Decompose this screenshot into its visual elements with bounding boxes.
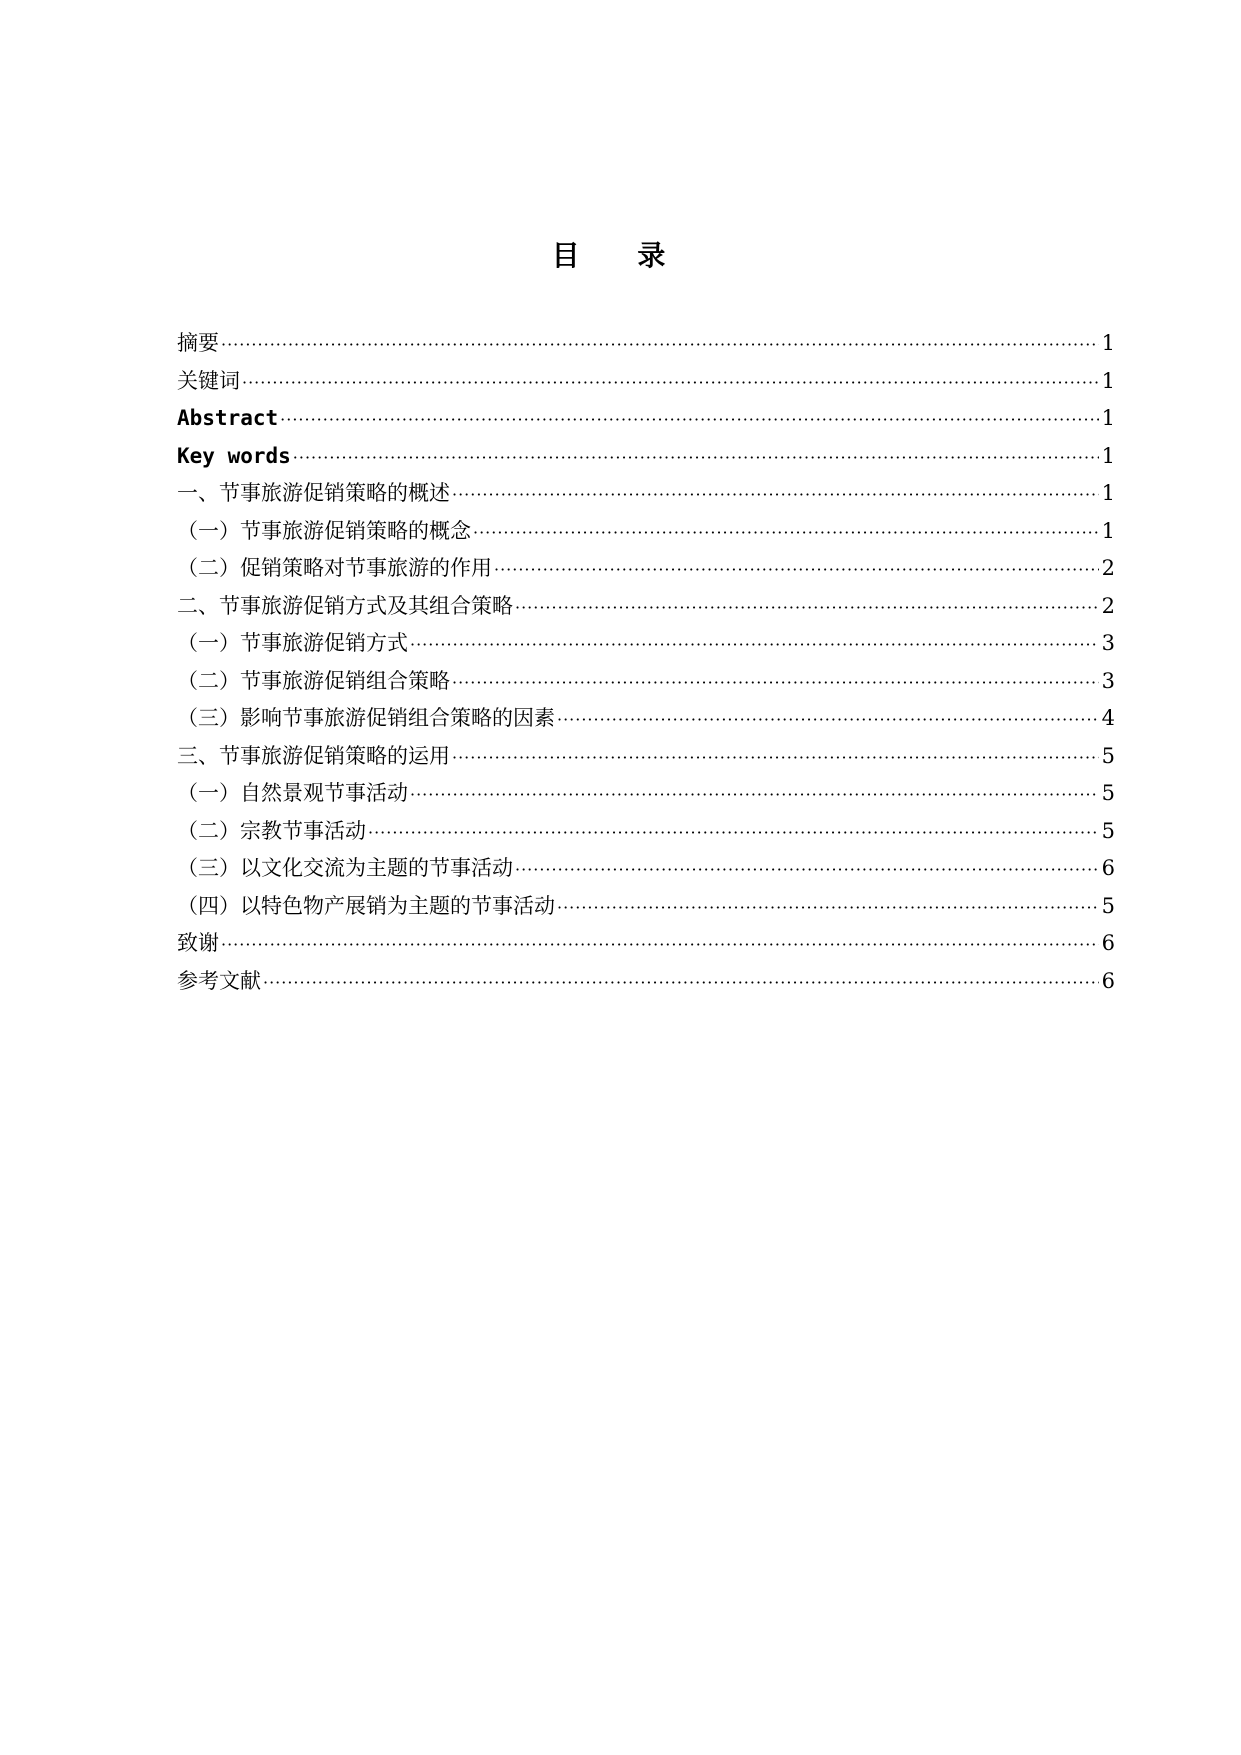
- toc-leader-dots: [221, 326, 1099, 364]
- toc-entry-label: 致谢: [177, 931, 219, 955]
- toc-entry-page: 1: [1101, 331, 1115, 355]
- toc-entry-page: 5: [1101, 743, 1115, 768]
- toc-entry[interactable]: [177, 813, 1115, 851]
- toc-entry[interactable]: [177, 625, 1115, 663]
- toc-entry-page: 6: [1101, 968, 1115, 993]
- toc-entry[interactable]: [177, 700, 1115, 738]
- toc-leader-dots: [368, 814, 1099, 852]
- toc-leader-dots: [515, 851, 1099, 889]
- toc-entry-label: 二、节事旅游促销方式及其组合策略: [177, 593, 513, 618]
- toc-entry-label: （二）促销策略对节事旅游的作用: [177, 556, 492, 580]
- toc-entry-label: 摘要: [177, 331, 219, 355]
- toc-entry[interactable]: [177, 963, 1115, 1001]
- toc-leader-dots: [452, 664, 1099, 702]
- toc-entry[interactable]: [177, 775, 1115, 813]
- toc-entry-label: （二）宗教节事活动: [177, 818, 366, 843]
- toc-entry-page: 3: [1101, 668, 1115, 693]
- toc-entry-page: 5: [1101, 781, 1115, 805]
- toc-entry-page: 1: [1101, 481, 1115, 505]
- toc-leader-dots: [473, 514, 1099, 552]
- toc-entry-label: Abstract: [177, 406, 279, 430]
- toc-leader-dots: [515, 589, 1099, 627]
- toc-leader-dots: [410, 776, 1099, 814]
- toc-entry-label: （二）节事旅游促销组合策略: [177, 668, 450, 693]
- toc-entry-label: 参考文献: [177, 968, 261, 993]
- toc-list: [177, 325, 1115, 1000]
- toc-leader-dots: [452, 476, 1099, 514]
- toc-entry-label: （四）以特色物产展销为主题的节事活动: [177, 893, 555, 918]
- toc-entry-label: （一）节事旅游促销方式: [177, 631, 408, 655]
- toc-entry-label: Key words: [177, 443, 291, 468]
- toc-entry-page: 1: [1101, 406, 1115, 430]
- toc-leader-dots: [557, 701, 1099, 739]
- toc-leader-dots: [242, 364, 1099, 402]
- toc-entry-page: 5: [1101, 818, 1115, 843]
- toc-entry-label: 三、节事旅游促销策略的运用: [177, 743, 450, 768]
- toc-entry[interactable]: [177, 663, 1115, 701]
- toc-entry[interactable]: [177, 475, 1115, 513]
- toc-entry-label: （三）影响节事旅游促销组合策略的因素: [177, 706, 555, 730]
- toc-entry[interactable]: [177, 513, 1115, 551]
- toc-entry-label: （一）节事旅游促销策略的概念: [177, 518, 471, 543]
- toc-entry[interactable]: [177, 400, 1115, 438]
- toc-entry[interactable]: [177, 888, 1115, 926]
- toc-leader-dots: [293, 439, 1099, 477]
- toc-entry[interactable]: [177, 588, 1115, 626]
- toc-entry-page: 3: [1101, 631, 1115, 655]
- toc-entry-label: 关键词: [177, 368, 240, 393]
- toc-leader-dots: [280, 401, 1099, 439]
- toc-entry-page: 6: [1101, 856, 1115, 880]
- toc-entry-page: 1: [1101, 518, 1115, 543]
- toc-leader-dots: [494, 551, 1099, 589]
- toc-entry[interactable]: [177, 850, 1115, 888]
- toc-entry-page: 4: [1101, 706, 1115, 730]
- toc-entry-page: 2: [1101, 556, 1115, 580]
- toc-entry-label: （三）以文化交流为主题的节事活动: [177, 856, 513, 880]
- toc-entry[interactable]: [177, 550, 1115, 588]
- toc-entry-page: 5: [1101, 893, 1115, 918]
- toc-entry[interactable]: [177, 738, 1115, 776]
- toc-entry-page: 1: [1101, 368, 1115, 393]
- toc-entry-page: 2: [1101, 593, 1115, 618]
- toc-entry[interactable]: [177, 925, 1115, 963]
- toc-entry[interactable]: [177, 325, 1115, 363]
- toc-entry-label: （一）自然景观节事活动: [177, 781, 408, 805]
- toc-entry[interactable]: [177, 363, 1115, 401]
- toc-leader-dots: [263, 964, 1099, 1002]
- toc-leader-dots: [452, 739, 1099, 777]
- toc-entry[interactable]: [177, 438, 1115, 476]
- toc-leader-dots: [410, 626, 1099, 664]
- toc-entry-page: 6: [1101, 931, 1115, 955]
- toc-title: 目 录: [551, 239, 690, 272]
- toc-entry-label: 一、节事旅游促销策略的概述: [177, 481, 450, 505]
- toc-leader-dots: [557, 889, 1099, 927]
- toc-entry-page: 1: [1101, 443, 1115, 468]
- toc-leader-dots: [221, 926, 1099, 964]
